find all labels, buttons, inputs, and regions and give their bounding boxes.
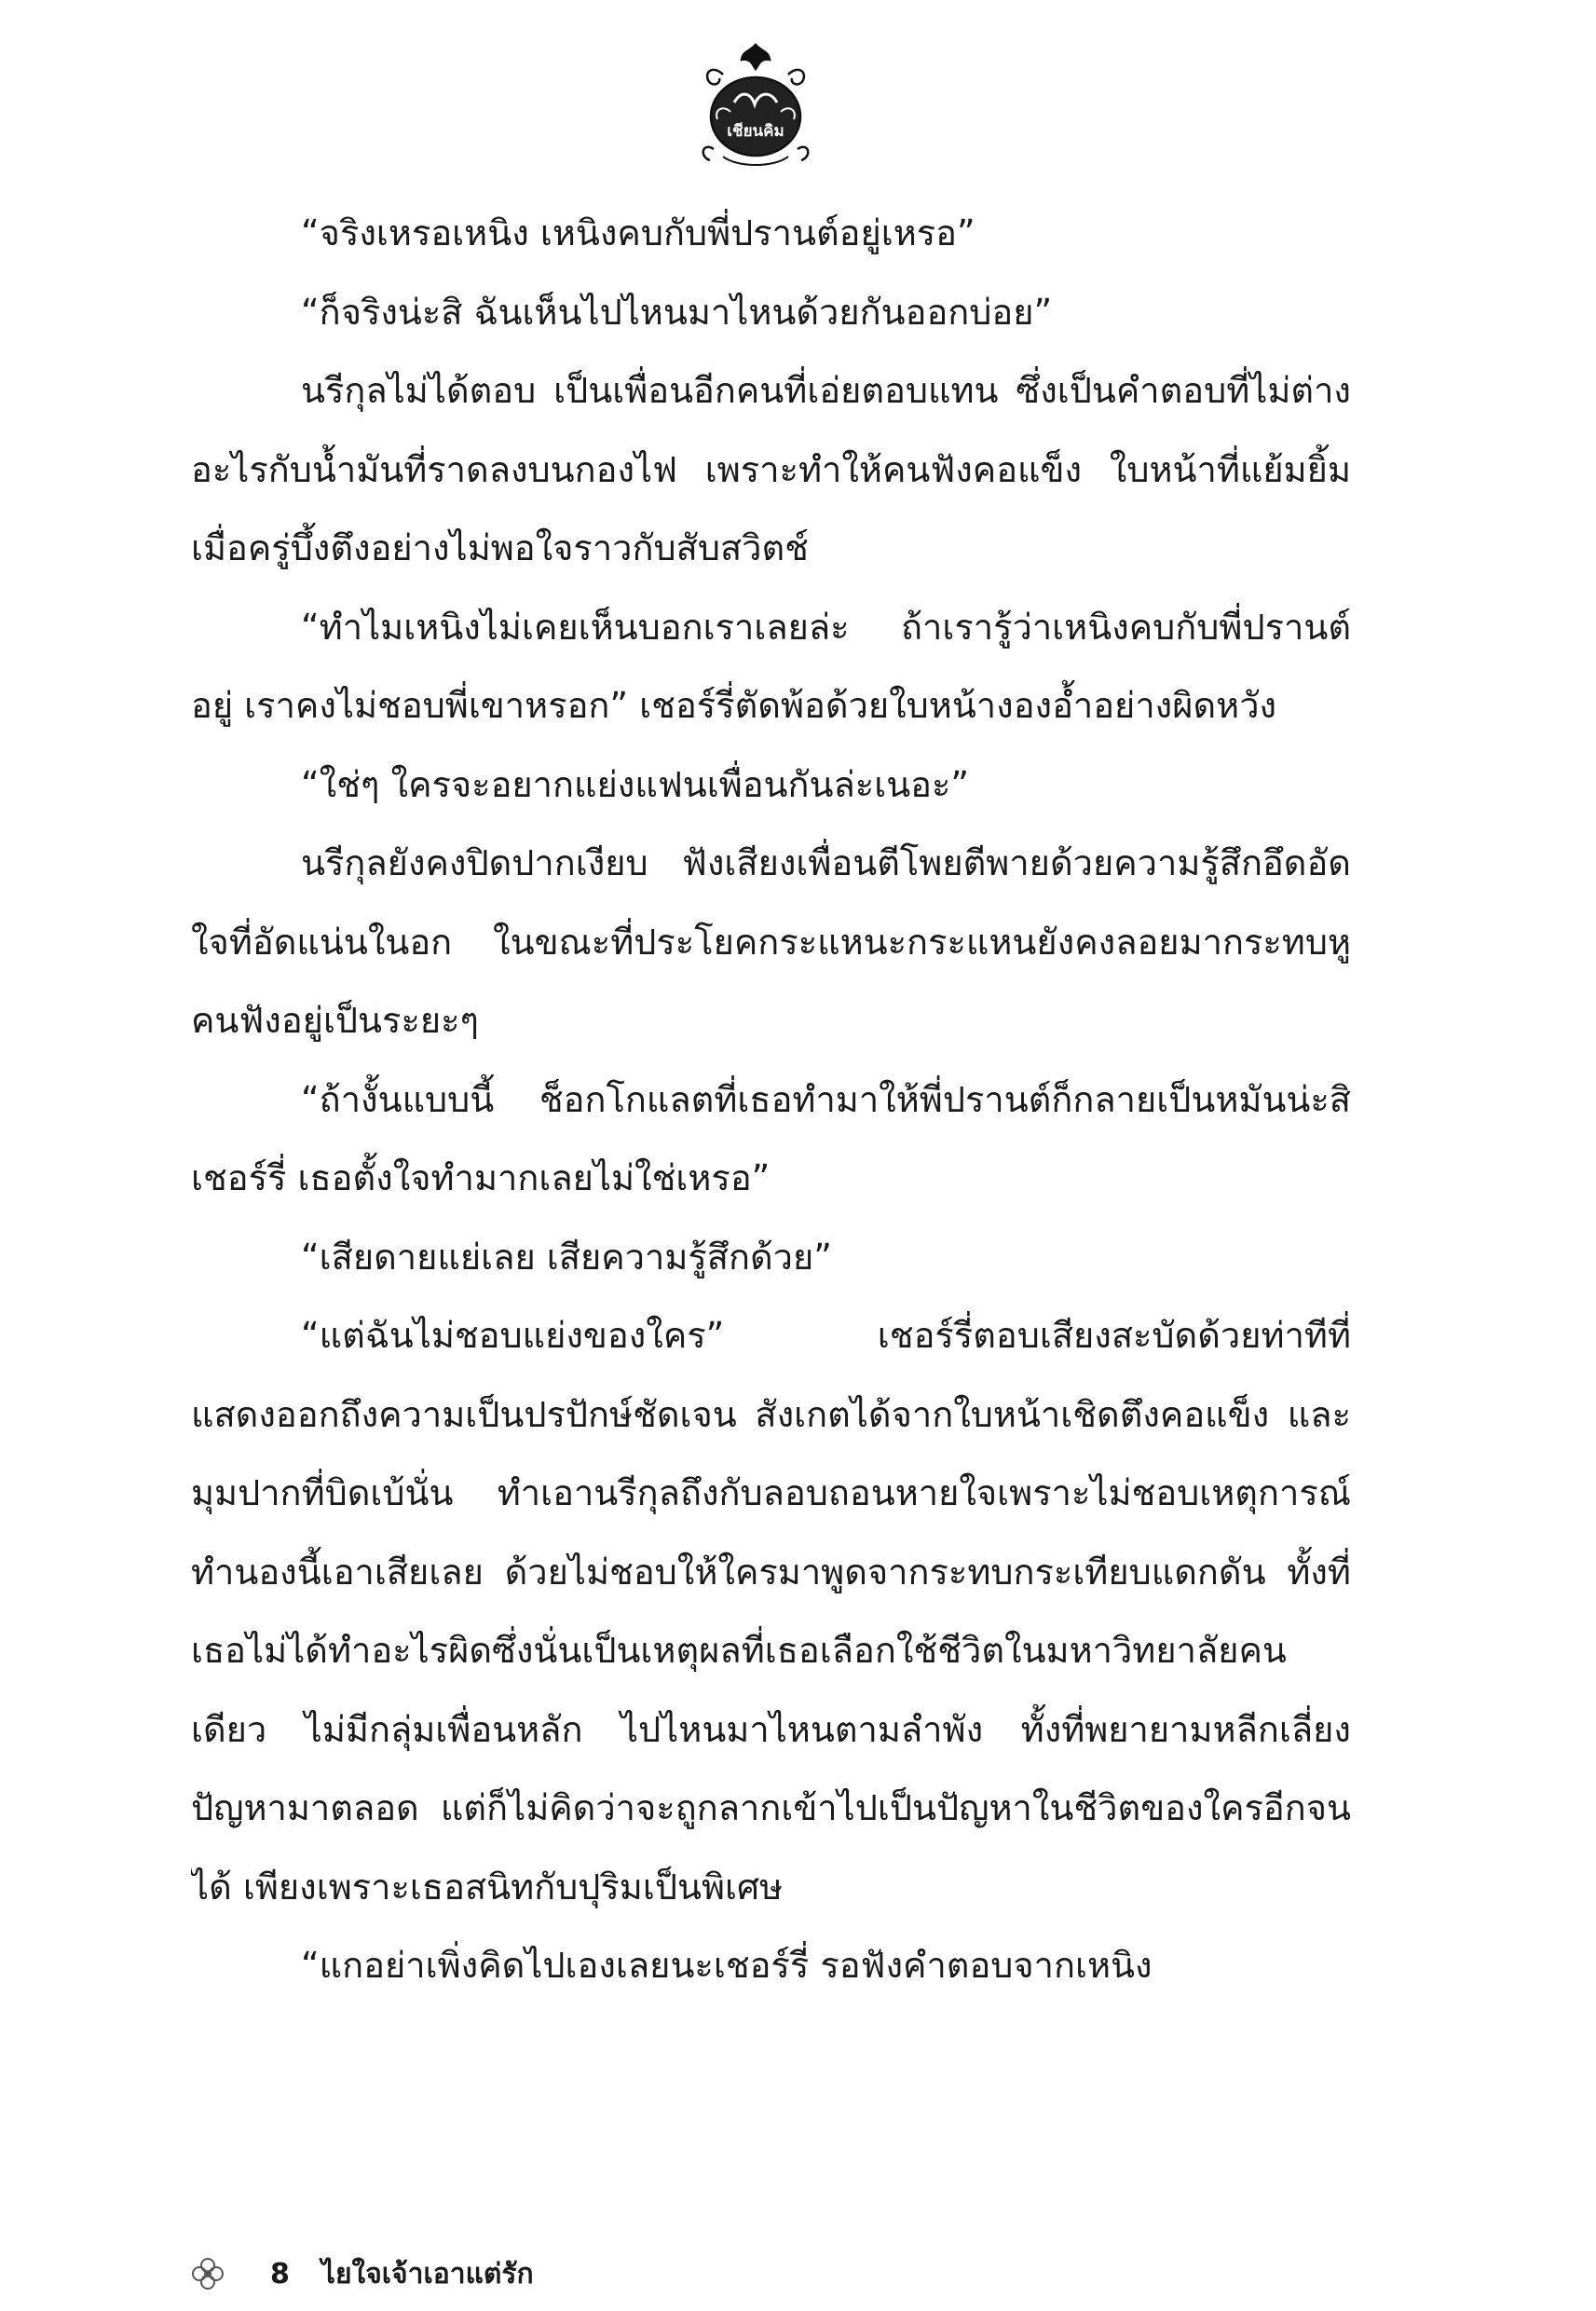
page-number: 8 xyxy=(270,2257,290,2290)
paragraph-9: “แต่ฉันไม่ชอบแย่งของใคร” เชอร์รี่ตอบเสียงสะบัดด้วยท่าทีที่แสดงออกถึงความเป็นปรปักษ์ชัดเจน สังเกตได้จากใบหน้าเชิดตึงคอแข็ง และมุมปากที่บิดเบ้นั่น ทำเอานรีกุลถึงกับลอบถอนหายใจเพราะไม่ชอบเหตุการณ์ทำนองนี้เอาเสียเลย ด้วยไม่ชอบให้ใครมาพูดจากระทบกระเทียบแดกดัน ทั้งที่เธอไม่ได้ทำอะไรผิดซึ่งนั่นเป็นเหตุผลที่เธอเลือกใช้ชีวิตในมหาวิทยาลัยคนเดียว ไม่มีกลุ่มเพื่อนหลัก ไปไหนมาไหนตามลำพัง ทั้งที่พยายามหลีกเลี่ยงปัญหามาตลอด แต่ก็ไม่คิดว่าจะถูกลากเข้าไปเป็นปัญหาในชีวิตของใครอีกจนได้ เพียงเพราะเธอสนิทกับปุริมเป็นพิเศษ xyxy=(191,1315,1351,1908)
publisher-name: เชียนคิม xyxy=(727,122,784,141)
paragraph-2: “ก็จริงน่ะสิ ฉันเห็นไปไหนมาไหนด้วยกันออกบ่อย” xyxy=(301,291,1053,333)
paragraph-6: นรีกุลยังคงปิดปากเงียบ ฟังเสียงเพื่อนตีโพยตีพายด้วยความรู้สึกอึดอัดใจที่อัดแน่นในอก ในขณะที่ประโยคกระแหนะกระแหนยังคงลอยมากระทบหูคนฟังอยู่เป็นระยะๆ xyxy=(191,842,1351,1041)
floral-ornament-icon xyxy=(186,2252,229,2295)
book-title: ไยใจเจ้าเอาแต่รัก xyxy=(321,2257,534,2290)
publisher-seal-icon xyxy=(703,45,808,165)
publisher-logo xyxy=(686,37,825,177)
page-body xyxy=(191,194,1351,2151)
page-footer xyxy=(186,2250,534,2297)
paragraph-5: “ใช่ๆ ใครจะอยากแย่งแฟนเพื่อนกันล่ะเนอะ” xyxy=(301,763,970,805)
paragraph-10: “แกอย่าเพิ่งคิดไปเองเลยนะเชอร์รี่ รอฟังคำตอบจากเหนิง xyxy=(301,1945,1153,1986)
paragraph-7: “ถ้างั้นแบบนี้ ช็อกโกแลตที่เธอทำมาให้พี่ปรานต์ก็กลายเป็นหมันน่ะสิเชอร์รี่ เธอตั้งใจทำมากเลยไม่ใช่เหรอ” xyxy=(191,1078,1351,1198)
paragraph-3: นรีกุลไม่ได้ตอบ เป็นเพื่อนอีกคนที่เอ่ยตอบแทน ซึ่งเป็นคำตอบที่ไม่ต่างอะไรกับน้ำมันที่ราดลงบนกองไฟ เพราะทำให้คนฟังคอแข็ง ใบหน้าที่แย้มยิ้มเมื่อครู่บึ้งตึงอย่างไม่พอใจราวกับสับสวิตช์ xyxy=(191,370,1351,568)
paragraph-1: “จริงเหรอเหนิง เหนิงคบกับพี่ปรานต์อยู่เหรอ” xyxy=(301,212,975,253)
paragraph-8: “เสียดายแย่เลย เสียความรู้สึกด้วย” xyxy=(301,1236,832,1278)
paragraph-4: “ทำไมเหนิงไม่เคยเห็นบอกเราเลยล่ะ ถ้าเรารู้ว่าเหนิงคบกับพี่ปรานต์อยู่ เราคงไม่ชอบพี่เขาหรอก” เชอร์รี่ตัดพ้อด้วยใบหน้างองอ้ำอย่างผิดหวัง xyxy=(191,606,1351,726)
